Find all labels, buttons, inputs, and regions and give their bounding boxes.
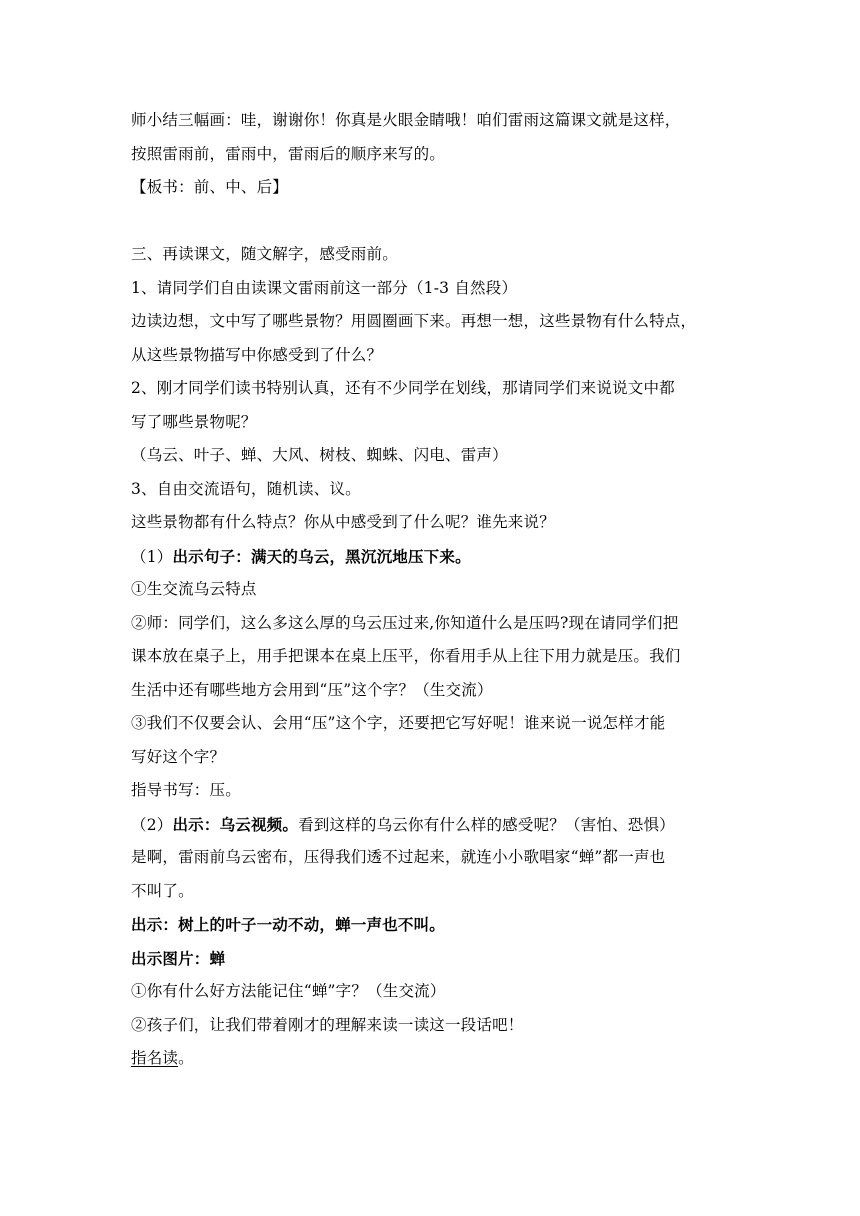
item-1 xyxy=(131,540,731,574)
board-note: 【板书：前、中、后】 xyxy=(131,178,289,196)
scenery-list: （乌云、叶子、蝉、大风、树枝、蜘蛛、闪电、雷声） xyxy=(131,446,508,464)
section-heading: 三、再读课文，随文解字，感受雨前。 xyxy=(131,245,398,263)
item-2 xyxy=(131,808,731,842)
show-image: 出示图片：蝉 xyxy=(131,948,226,968)
named-reading-underlined: 指名读 xyxy=(131,1049,179,1067)
show-sentence: 出示：树上的叶子一动不动，蝉一声也不叫。 xyxy=(131,915,446,934)
step-3: 3、自由交流语句，随机读、议。 xyxy=(131,479,361,498)
item-1-bold: 出示句子：满天的乌云，黑沉沉地压下来。 xyxy=(172,546,471,566)
step-1-detail-1: 边读边想，文中写了哪些景物？用圆圈画下来。再想一想，这些景物有什么特点， xyxy=(131,312,697,330)
summary-line-1: 师小结三幅画：哇，谢谢你！你真是火眼金睛哦！咱们雷雨这篇课文就是这样， xyxy=(131,111,681,129)
document-page xyxy=(131,104,731,1076)
item-1-b-3: 生活中还有哪些地方会用到“压”这个字？（生交流） xyxy=(131,680,493,699)
item-2-prefix: （2） xyxy=(131,815,173,834)
item-1-b-1: ②师：同学们，这么多这么厚的乌云压过来,你知道什么是压吗?现在请同学们把 xyxy=(131,613,679,632)
item-2-cont-2: 不叫了。 xyxy=(131,881,194,900)
named-reading-end: 。 xyxy=(178,1049,194,1067)
step-1: 1、请同学们自由读课文雷雨前这一部分（1-3 自然段） xyxy=(131,278,518,297)
writing-guide: 指导书写：压。 xyxy=(131,781,241,799)
item-1-b-2: 课本放在桌子上，用手把课本在桌上压平，你看用手从上往下用力就是压。我们 xyxy=(131,647,681,665)
step-2-cont: 写了哪些景物呢？ xyxy=(131,412,257,431)
named-reading xyxy=(131,1042,731,1076)
item-2-bold: 出示：乌云视频。 xyxy=(172,814,299,834)
step-1-detail-2: 从这些景物描写中你感受到了什么？ xyxy=(131,345,383,364)
item-2-rest: 看到这样的乌云你有什么样的感受呢？（害怕、恐惧） xyxy=(298,815,675,834)
item-1-a: ①生交流乌云特点 xyxy=(131,580,257,598)
read-together: ②孩子们，让我们带着刚才的理解来读一读这一段话吧！ xyxy=(131,1015,524,1034)
item-1-c-2: 写好这个字？ xyxy=(131,747,226,766)
item-1-prefix: （1） xyxy=(131,547,173,566)
item-1-c-1: ③我们不仅要会认、会用“压”这个字，还要把它写好呢！谁来说一说怎样才能 xyxy=(131,714,666,732)
summary-line-2: 按照雷雨前，雷雨中，雷雨后的顺序来写的。 xyxy=(131,144,446,163)
item-2-cont-1: 是啊，雷雨前乌云密布，压得我们透不过起来，就连小小歌唱家“蝉”都一声也 xyxy=(131,848,666,866)
step-2: 2、刚才同学们读书特别认真，还有不少同学在划线，那请同学们来说说文中都 xyxy=(131,379,675,397)
blank-line xyxy=(131,205,731,239)
step-3-question: 这些景物都有什么特点？你从中感受到了什么呢？谁先来说？ xyxy=(131,513,555,531)
remember-question: ①你有什么好方法能记住“蝉”字？（生交流） xyxy=(131,982,446,1000)
